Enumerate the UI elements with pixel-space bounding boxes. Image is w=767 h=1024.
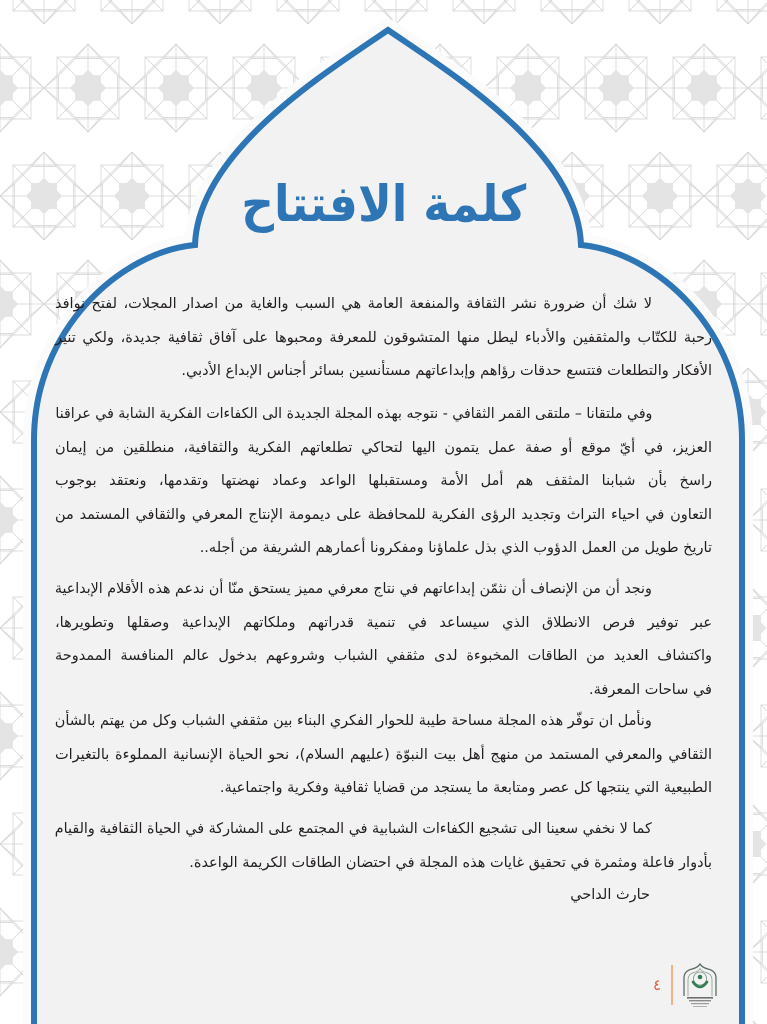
text-line: ونأمل ان توفّر هذه المجلة مساحة طيبة للحوار الفكري البناء بين مثقفي الشباب وكل من يهتم بالشأن bbox=[55, 713, 652, 729]
text-line: وفي ملتقانا – ملتقى القمر الثقافي - نتوجه بهذه المجلة الجديدة الى الكفاءات الفكرية الشابة في عراقنا bbox=[55, 406, 652, 422]
page-title-text: كلمة الافتتاح bbox=[240, 175, 526, 233]
text-line: ونجد أن من الإنصاف أن نثمّن إبداعاتهم في نتاج معرفي مميز يستحق منّا أن ندعم هذه الأقلام الإبداعية bbox=[55, 581, 652, 597]
text-line: التعاون في احياء التراث وتجديد الرؤى الفكرية للمحافظة على ديمومة الإنتاج المعرفي والثقافي المستمد من bbox=[55, 506, 712, 523]
text-line: كما لا نخفي سعينا الى تشجيع الكفاءات الشبابية في المجتمع على المشاركة في الحياة الثقافية والقيام bbox=[55, 821, 652, 837]
text-line: عبر توفير فرص الانطلاق الذي سيساعد في تنمية قدراتهم وملكاتهم الإبداعية وصقلها وتطويرها، bbox=[55, 614, 712, 631]
text-line: بأدوار فاعلة ومثمرة في تحقيق غايات هذه المجلة في احتضان الطاقات الكريمة الواعدة. bbox=[189, 854, 712, 871]
mihrab-logo-icon bbox=[681, 963, 719, 1009]
paragraph bbox=[55, 288, 712, 389]
text-line: واكتشاف العديد من الطاقات المخبوءة لدى مثقفي الشباب وشروعهم بدخول عالم المنافسة الممدوحة bbox=[55, 648, 712, 665]
author-signature: حارث الداحي bbox=[570, 887, 650, 903]
text-line: الطبيعية التي ينتجها كل عصر ومتابعة ما يستجد من قضايا ثقافية وفكرية واجتماعية. bbox=[219, 780, 712, 797]
text-line: تاريخ طويل من العمل الدؤوب الذي بذل علماؤنا ومفكرونا أعمارهم الشريفة من أجله.. bbox=[199, 540, 712, 557]
text-line: في ساحات المعرفة. bbox=[589, 681, 712, 698]
paragraph bbox=[55, 813, 712, 880]
text-line: الأفكار والتطلعات فتتسع حدقات رؤاهم وإبداعاتهم مستأنسين بسائر أجناس الإبداع الأدبي. bbox=[181, 363, 712, 380]
footer-divider bbox=[671, 965, 673, 1005]
text-line: العزيز، في أيّ موقع أو صفة عمل يتمون اليها لتحاكي تطلعاتهم الفكرية والثقافية، منطلقين من إيمان bbox=[55, 439, 712, 456]
text-line: رحبة للكتّاب والمثقفين والأدباء ليطل منها المتشوقون للمعرفة ومحبوها على آفاق ثقافية جديدة، ولكي تنير bbox=[55, 329, 712, 346]
text-line: لا شك أن ضرورة نشر الثقافة والمنفعة العامة هي السبب والغاية من اصدار المجلات، لفتح نوافذ bbox=[55, 296, 652, 312]
paragraph bbox=[55, 398, 712, 566]
paragraph bbox=[55, 705, 712, 806]
page-number: ٤ bbox=[652, 976, 662, 994]
paragraph bbox=[55, 573, 712, 707]
page-title bbox=[0, 168, 767, 240]
text-line: راسخ بأن شبابنا المثقف هم أمل الأمة ومستقبلها الواعد وعماد نهضتها وتقدمها، ونعتقد بوجوب bbox=[55, 473, 712, 490]
text-line: الثقافي والمعرفي المستمد من منهج أهل بيت النبوّة (عليهم السلام)، نحو الحياة الإنسانية المملوءة بالتغيرات bbox=[55, 746, 712, 763]
